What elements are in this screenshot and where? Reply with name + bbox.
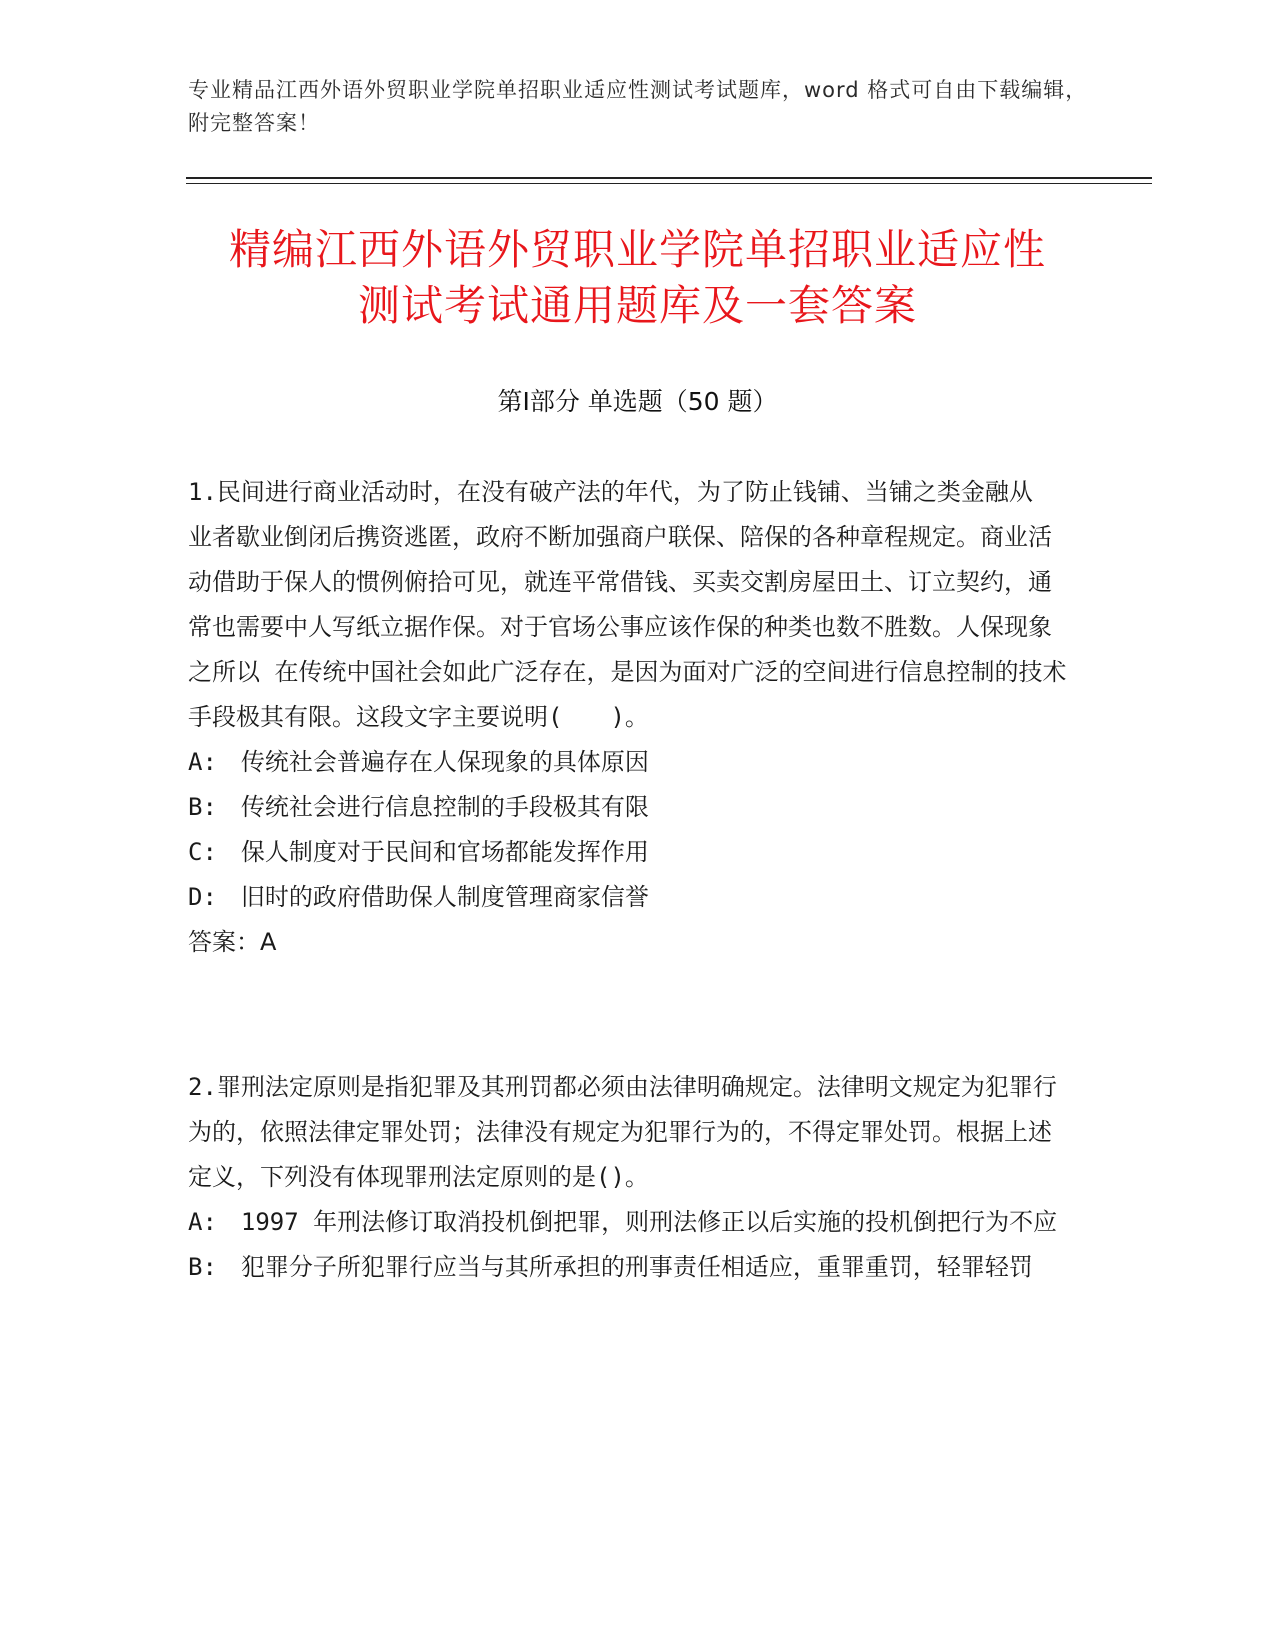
question-2 bbox=[188, 1065, 1068, 1290]
question-1-option-b: B: 传统社会进行信息控制的手段极其有限 bbox=[188, 793, 649, 821]
question-1-answer bbox=[188, 920, 1068, 965]
question-1-stem: 1.民间进行商业活动时，在没有破产法的年代，为了防止钱铺、当铺之类金融从 业者歇业倒闭后携资逃匿，政府不断加强商户联保、陪保的各种章程规定。商业活动借助于保人的惯例俯拾可见，就连平常借钱、买卖交割房屋田土、订立契约，通常也需要中人写纸立据作保。对于官场公事应该作保的种类也数不胜数。人保现象之所以 在传统中国社会如此广泛存在，是因为面对广泛的空间进行信息控制的技术手段极其有限。这段文字主要说明( )。 bbox=[188, 478, 1067, 731]
header-divider-thin bbox=[186, 183, 1152, 184]
section-heading: 第Ⅰ部分 单选题（50 题） bbox=[497, 387, 778, 416]
answer-label: 答案： bbox=[188, 928, 260, 956]
header-divider-thick bbox=[186, 177, 1152, 179]
question-2-option-a: A: 1997 年刑法修订取消投机倒把罪，则刑法修正以后实施的投机倒把行为不应 bbox=[188, 1208, 1058, 1236]
document-title-line-2: 测试考试通用题库及一套答案 bbox=[357, 281, 917, 330]
header-note: 专业精品江西外语外贸职业学院单招职业适应性测试考试题库，word 格式可自由下载编辑，附完整答案！ bbox=[188, 78, 1088, 135]
question-1-option-d: D: 旧时的政府借助保人制度管理商家信誉 bbox=[188, 883, 649, 911]
answer-value: A bbox=[260, 928, 277, 956]
document-title-line-1: 精编江西外语外贸职业学院单招职业适应性 bbox=[228, 225, 1046, 274]
question-1-option-a: A: 传统社会普遍存在人保现象的具体原因 bbox=[188, 748, 649, 776]
question-1 bbox=[188, 470, 1068, 965]
question-2-stem: 2.罪刑法定原则是指犯罪及其刑罚都必须由法律明确规定。法律明文规定为犯罪行为的，依照法律定罪处罚；法律没有规定为犯罪行为的，不得定罪处罚。根据上述定义，下列没有体现罪刑法定原则的是()。 bbox=[188, 1073, 1057, 1191]
question-1-option-c: C: 保人制度对于民间和官场都能发挥作用 bbox=[188, 838, 649, 866]
document-title bbox=[150, 222, 1125, 334]
question-2-option-b: B: 犯罪分子所犯罪行应当与其所承担的刑事责任相适应，重罪重罚，轻罪轻罚 bbox=[188, 1253, 1033, 1281]
